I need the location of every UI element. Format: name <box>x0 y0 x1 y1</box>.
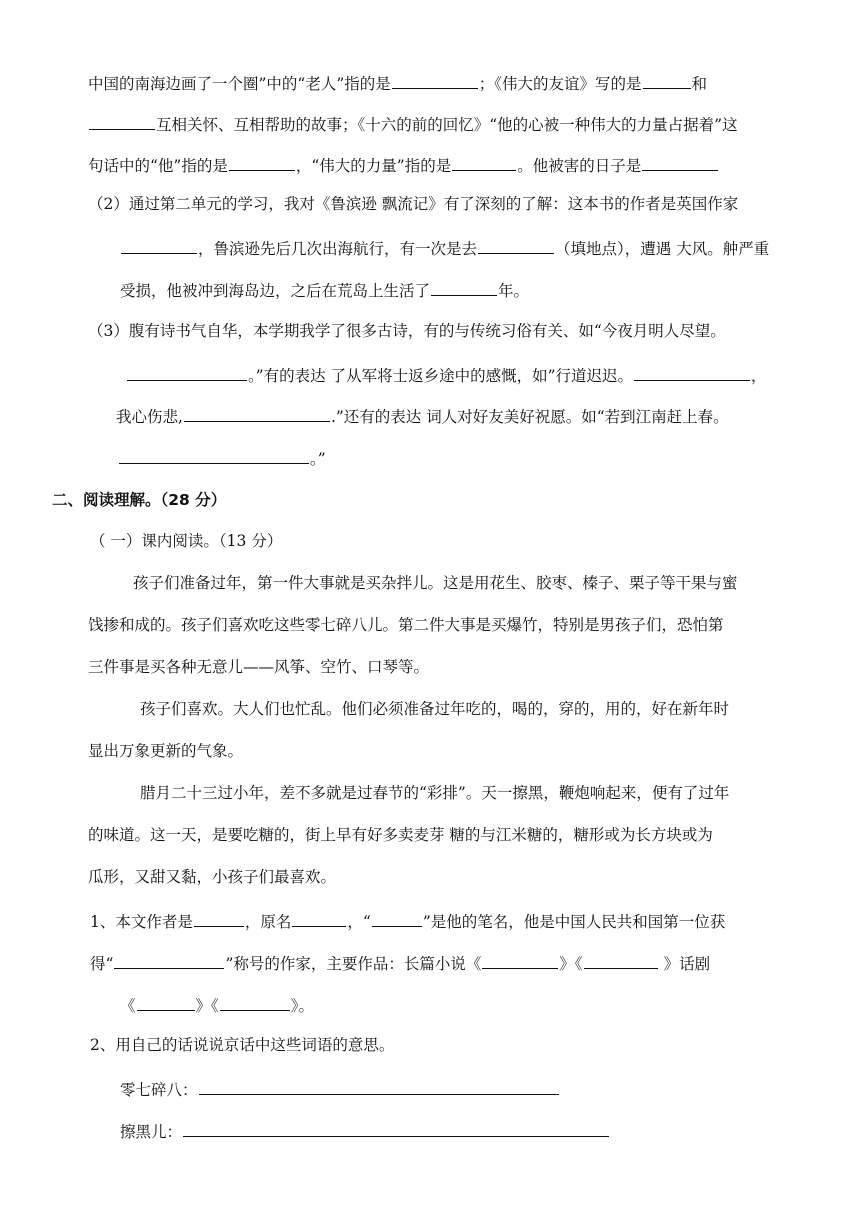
q3-line-1: （3）腹有诗书气自华，本学期我学了很多古诗，有的与传统习俗有关、如“今夜月明人尽望。 <box>88 322 726 340</box>
q2-text: 受损，他被冲到海岛边，之后在荒岛上生活了 <box>120 282 431 300</box>
q3-text: .”还有的表达 词人对好友美好祝愿。如“若到江南赶上春。 <box>330 408 729 426</box>
q2-text: （填地点），遭遇 大风。舯严重 <box>555 240 770 258</box>
qa1-text: ”称号的作家，主要作品：长篇小说《 <box>225 955 482 973</box>
qa2-label: 零七碎八： <box>120 1081 198 1099</box>
answer-blank[interactable] <box>114 950 224 969</box>
q3-text: ， <box>751 367 767 385</box>
answer-blank[interactable] <box>199 1076 559 1095</box>
answer-blank[interactable] <box>392 70 478 89</box>
q1-text: 句话中的“他”指的是 <box>88 157 228 175</box>
q2-line-3 <box>120 277 529 302</box>
passage-line: 瓜形，又甜又黏，小孩子们最喜欢。 <box>88 868 337 886</box>
answer-blank[interactable] <box>478 235 554 254</box>
q1-text: 中国的南海边画了一个圈”中的“老人”指的是 <box>88 75 391 93</box>
answer-blank[interactable] <box>292 908 346 927</box>
q2-text: 年。 <box>498 282 530 300</box>
q1-text: 。他被害的日子是 <box>517 157 642 175</box>
qa1-text: 《 <box>120 997 136 1015</box>
answer-blank[interactable] <box>431 277 497 296</box>
answer-blank[interactable] <box>119 445 309 464</box>
q1-text: ，“伟大的力量”指的是 <box>295 157 452 175</box>
passage-line: 孩子们准备过年，第一件大事就是买杂拌儿。这是用花生、胶枣、榛子、栗子等干果与蜜 <box>133 574 738 592</box>
answer-blank[interactable] <box>127 362 247 381</box>
answer-blank[interactable] <box>229 152 295 171</box>
answer-blank[interactable] <box>194 908 244 927</box>
q3-line-4 <box>118 445 326 470</box>
qa1-line-3 <box>120 992 314 1017</box>
q3-text: 。”有的表达 了从军将士返乡途中的感慨，如”行道迟迟。 <box>248 367 634 385</box>
q1-text: 和 <box>691 75 708 93</box>
q3-line-2 <box>126 362 767 387</box>
passage-line: 饯掺和成的。孩子们喜欢吃这些零七碎八儿。第二件大事是买爆竹，特别是男孩子们，恐怕第 <box>88 616 724 634</box>
qa2-item-1 <box>120 1076 560 1101</box>
q1-line-2 <box>88 111 738 136</box>
passage-line: 的味道。这一天，是要吃糖的，街上早有好多卖麦芽 糖的与江米糖的，糖形或为长方块或为 <box>88 826 713 844</box>
q1-text: 互相关怀、互相帮助的故事；《十六的前的回忆》“他的心被一种伟大的力量占据着”这 <box>156 116 738 134</box>
qa1-text: 》。 <box>290 997 315 1015</box>
answer-blank[interactable] <box>634 362 750 381</box>
answer-blank[interactable] <box>220 992 290 1011</box>
qa1-line-1 <box>90 908 725 933</box>
answer-blank[interactable] <box>642 152 718 171</box>
answer-blank[interactable] <box>121 235 197 254</box>
qa1-text: 得“ <box>90 955 114 973</box>
qa2-title: 2、用自己的话说说京话中这些词语的意思。 <box>90 1036 395 1054</box>
q3-text: 。” <box>310 450 326 468</box>
q1-line-1 <box>88 70 707 95</box>
q3-line-3 <box>116 403 729 428</box>
answer-blank[interactable] <box>89 111 155 130</box>
answer-blank[interactable] <box>452 152 516 171</box>
answer-blank[interactable] <box>184 403 330 422</box>
qa1-line-2 <box>90 950 710 975</box>
qa2-item-2 <box>120 1118 610 1143</box>
q1-line-3 <box>88 152 719 177</box>
passage-line: 孩子们喜欢。大人们也忙乱。他们必须准备过年吃的，喝的，穿的，用的，好在新年时 <box>140 700 730 718</box>
qa1-text: ，原名 <box>244 913 292 931</box>
q3-text: 我心伤悲, <box>116 408 183 426</box>
qa1-text: ”是他的笔名，他是中国人民共和国第一位获 <box>422 913 726 931</box>
q1-text: ；《伟大的友谊》写的是 <box>478 75 642 93</box>
answer-blank[interactable] <box>137 992 195 1011</box>
q2-line-1: （2）通过第二单元的学习，我对《鲁滨逊 飘流记》有了深刻的了解：这本书的作者是英国作家 <box>88 195 739 213</box>
q2-line-2 <box>120 235 769 260</box>
passage-line: 腊月二十三过小年，差不多就是过春节的“彩排”。天一擦黑，鞭炮响起来，便有了过年 <box>140 784 730 802</box>
answer-blank[interactable] <box>643 70 691 89</box>
qa1-text: 》《 <box>195 997 219 1015</box>
answer-blank[interactable] <box>584 950 658 969</box>
qa2-label: 擦黑儿： <box>120 1123 183 1141</box>
answer-blank[interactable] <box>183 1118 609 1137</box>
answer-blank[interactable] <box>372 908 422 927</box>
qa1-text: 》《 <box>559 955 583 973</box>
subsection-title: （ 一）课内阅读。（13 分） <box>90 532 283 550</box>
qa1-text: 》话剧 <box>658 955 711 973</box>
qa1-text: 1、本文作者是 <box>90 913 193 931</box>
passage-line: 三件事是买各种无意儿——风筝、空竹、口琴等。 <box>88 658 430 676</box>
answer-blank[interactable] <box>482 950 558 969</box>
qa1-text: ，“ <box>347 913 371 931</box>
q2-text: ，鲁滨逊先后几次出海航行，有一次是去 <box>198 240 478 258</box>
passage-line: 显出万象更新的气象。 <box>88 742 244 760</box>
section-title: 二、阅读理解。（28 分） <box>52 491 227 509</box>
